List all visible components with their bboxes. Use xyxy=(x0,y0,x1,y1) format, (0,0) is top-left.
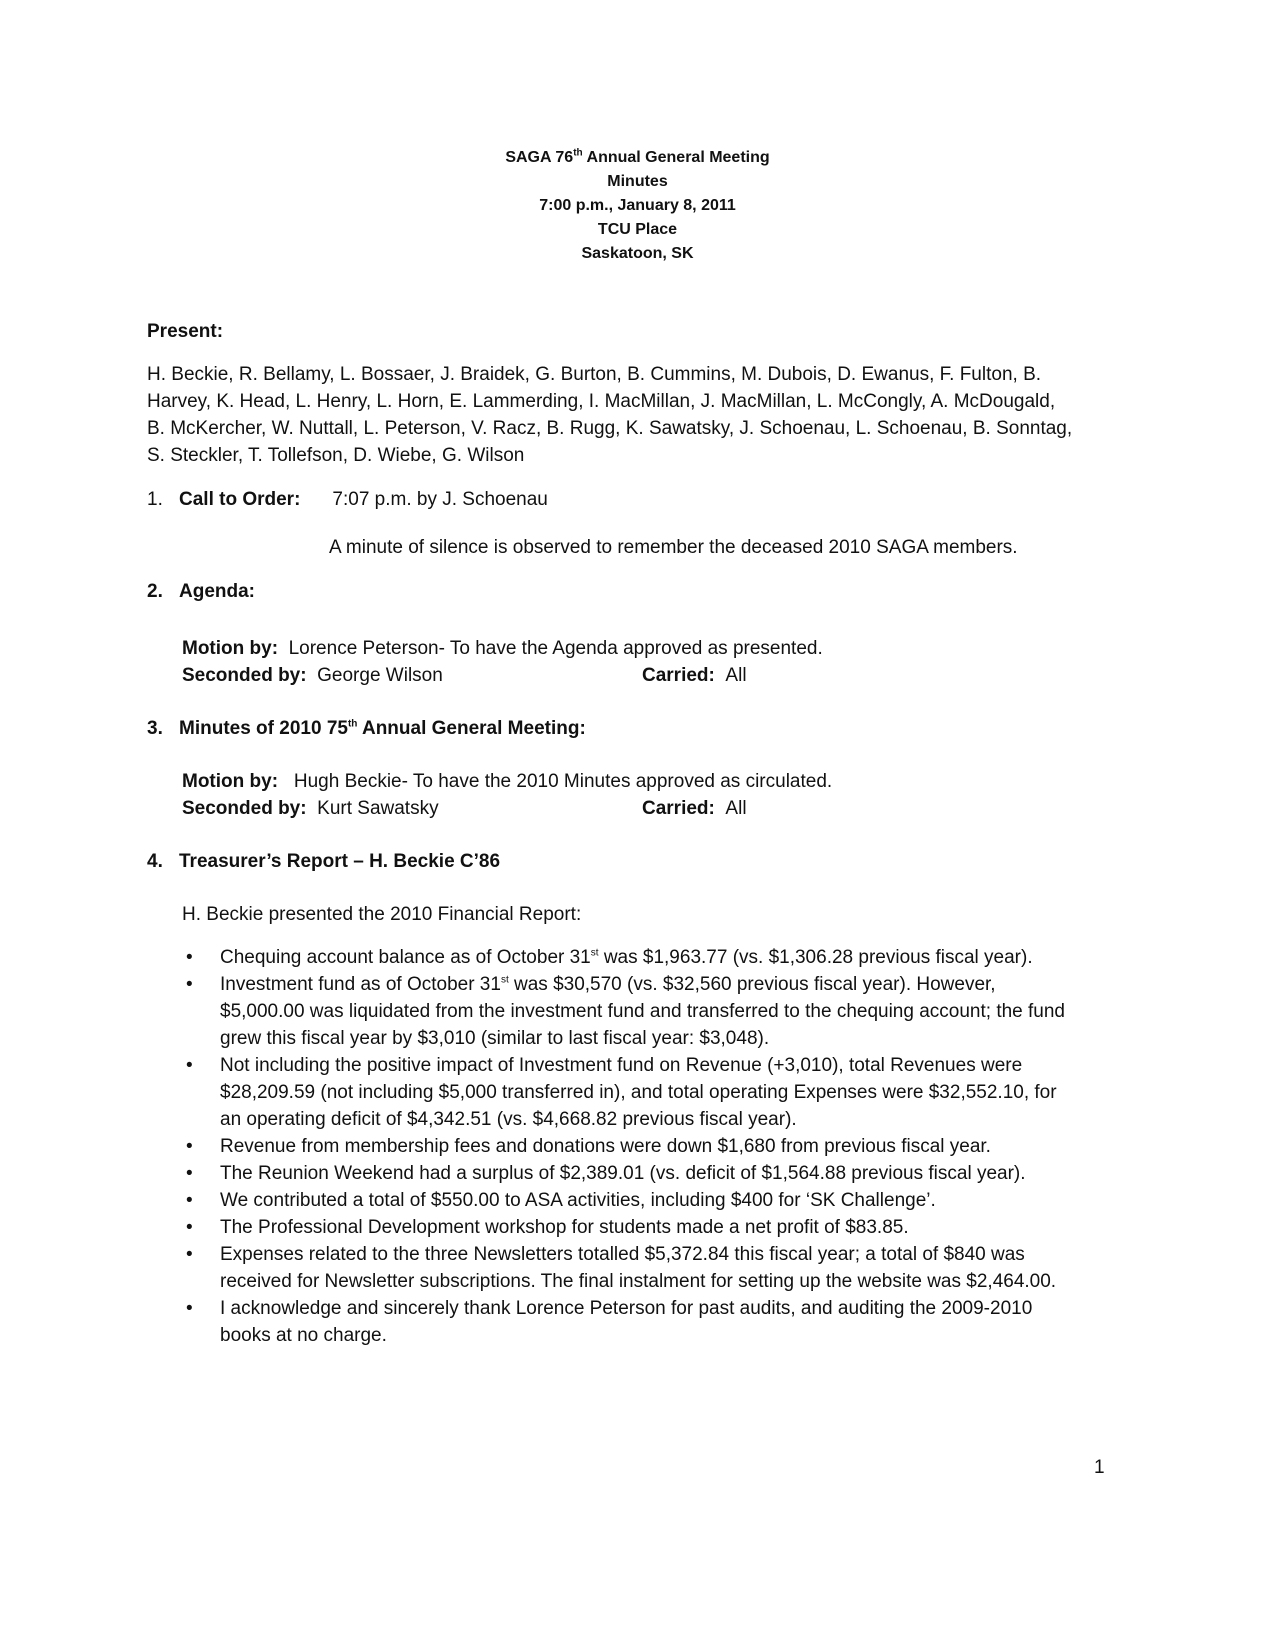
bullet-icon: • xyxy=(186,1136,193,1157)
section-title: Call to Order: xyxy=(179,489,301,510)
silence-note: A minute of silence is observed to remember the deceased 2010 SAGA members. xyxy=(329,537,1018,558)
meeting-datetime: 7:00 p.m., January 8, 2011 xyxy=(539,197,736,214)
agenda-seconded xyxy=(182,662,1082,689)
section-agenda xyxy=(147,578,255,605)
minutes-seconded xyxy=(182,795,1082,822)
minutes-motion xyxy=(182,768,1082,795)
bullet-icon: • xyxy=(186,1163,193,1184)
section-title: Minutes of 2010 75th Annual General Meeting: xyxy=(179,718,586,739)
meeting-title: SAGA 76th Annual General Meeting xyxy=(505,147,770,166)
list-item xyxy=(182,1295,1082,1349)
attendee-list: H. Beckie, R. Bellamy, L. Bossaer, J. Braidek, G. Burton, B. Cummins, M. Dubois, D. Ewanus, F. Fulton, B. Harvey, K. Head, L. Henry, L. Horn, E. Lammerding, I. MacMillan, J. MacMillan, L. McCongly, A. McDougald, B. McKercher, W. Nuttall, L. Peterson, V. Racz, B. Rugg, K. Sawatsky, J. Schoenau, L. Schoenau, B. Sonntag, S. Steckler, T. Tollefson, D. Wiebe, G. Wilson xyxy=(147,364,1073,466)
list-item xyxy=(182,1214,1082,1241)
section-title: Treasurer’s Report – H. Beckie C’86 xyxy=(179,851,501,872)
bullet-icon: • xyxy=(186,1298,193,1319)
ordinal-suffix: st xyxy=(500,974,509,986)
section-number: 3. xyxy=(147,718,163,739)
list-item xyxy=(182,1187,1082,1214)
bullet-icon: • xyxy=(186,1190,193,1211)
list-item-text: Not including the positive impact of Investment fund on Revenue (+3,010), total Revenues were $28,209.59 (not including $5,000 transferred in), and total operating Expenses were $32,552.10, for an operating deficit of $4,342.51 (vs. $4,668.82 previous fiscal year). xyxy=(220,1055,1057,1130)
list-item-text: Revenue from membership fees and donations were down $1,680 from previous fiscal year. xyxy=(220,1136,991,1157)
page-number: 1 xyxy=(1094,1457,1105,1478)
section-treasurers-report xyxy=(147,848,500,875)
section-number: 1. xyxy=(147,489,163,510)
list-item xyxy=(182,944,1082,971)
agenda-motion xyxy=(182,635,1082,662)
list-item-text: We contributed a total of $550.00 to ASA activities, including $400 for ‘SK Challenge’. xyxy=(220,1190,936,1211)
list-item-text: The Professional Development workshop for students made a net profit of $83.85. xyxy=(220,1217,909,1238)
list-item-text: Chequing account balance as of October 31 xyxy=(220,947,591,968)
list-item xyxy=(182,1052,1082,1133)
meeting-venue: TCU Place xyxy=(597,221,678,238)
list-item xyxy=(182,971,1082,1052)
bullet-icon: • xyxy=(186,974,193,995)
section-title: Agenda: xyxy=(179,581,255,602)
seconded-text: Kurt Sawatsky xyxy=(317,798,439,819)
financial-report-list xyxy=(182,944,1082,1349)
meeting-city: Saskatoon, SK xyxy=(581,245,694,262)
seconded-text: George Wilson xyxy=(317,665,443,686)
motion-text: Hugh Beckie- To have the 2010 Minutes approved as circulated. xyxy=(293,771,833,792)
ordinal-suffix: st xyxy=(590,947,599,959)
call-to-order-text: 7:07 p.m. by J. Schoenau xyxy=(332,489,548,510)
list-item xyxy=(182,1241,1082,1295)
list-item-text: Expenses related to the three Newsletters totalled $5,372.84 this fiscal year; a total of $840 was received for Newsletter subscriptions. The final instalment for setting up the website was $2,464.00. xyxy=(220,1244,1057,1292)
section-previous-minutes xyxy=(147,715,586,742)
present-heading: Present: xyxy=(147,321,224,342)
carried-status: Carried: All xyxy=(642,665,747,686)
list-item xyxy=(182,1160,1082,1187)
list-item-text-continued: was $1,963.77 (vs. $1,306.28 previous fiscal year). xyxy=(598,947,1033,968)
motion-label: Motion by: xyxy=(182,638,279,659)
document-header xyxy=(0,146,1275,266)
carried-status: Carried: All xyxy=(642,798,747,819)
list-item-text: Investment fund as of October 31 xyxy=(220,974,501,995)
bullet-icon: • xyxy=(186,947,193,968)
section-number: 2. xyxy=(147,581,163,602)
bullet-icon: • xyxy=(186,1055,193,1076)
bullet-icon: • xyxy=(186,1244,193,1265)
section-number: 4. xyxy=(147,851,163,872)
list-item xyxy=(182,1133,1082,1160)
motion-label: Motion by: xyxy=(182,771,279,792)
document-type: Minutes xyxy=(607,173,668,190)
bullet-icon: • xyxy=(186,1217,193,1238)
seconded-label: Seconded by: xyxy=(182,665,307,686)
seconded-label: Seconded by: xyxy=(182,798,307,819)
section-call-to-order xyxy=(147,486,548,513)
list-item-text: The Reunion Weekend had a surplus of $2,389.01 (vs. deficit of $1,564.88 previous fiscal year). xyxy=(220,1163,1026,1184)
motion-text: Lorence Peterson- To have the Agenda approved as presented. xyxy=(288,638,823,659)
list-item-text-continued: was $30,570 (vs. $32,560 previous fiscal year). However, $5,000.00 was liquidated from the investment fund and transferred to the chequing account; the fund grew this fiscal year by $3,010 (similar to last fiscal year: $3,048). xyxy=(220,974,1065,1049)
list-item-text: I acknowledge and sincerely thank Lorence Peterson for past audits, and auditing the 2009-2010 books at no charge. xyxy=(220,1298,1033,1346)
report-intro: H. Beckie presented the 2010 Financial Report: xyxy=(182,904,582,925)
